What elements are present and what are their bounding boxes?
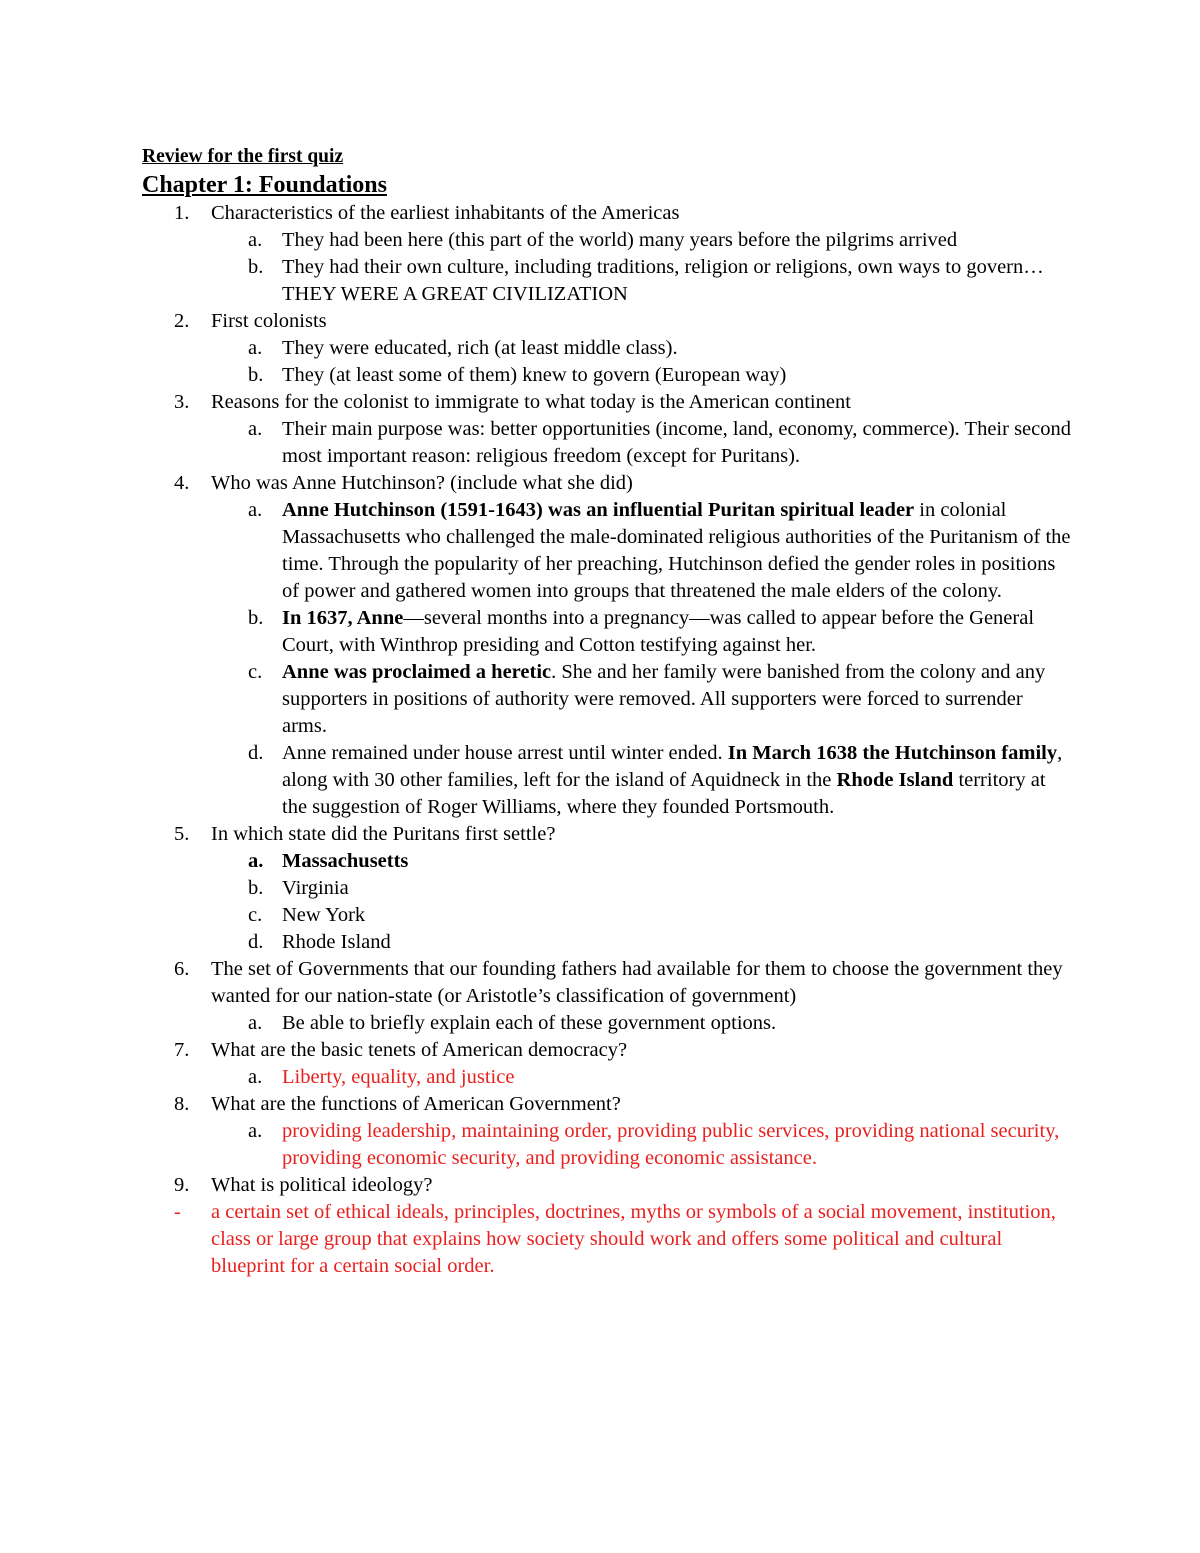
- sub-item-1b: [142, 254, 1072, 308]
- sub-text: Be able to briefly explain each of these government options.: [282, 1012, 777, 1034]
- answer-text: a certain set of ethical ideals, principles, doctrines, myths or symbols of a social movement, institution, class or large group that explains how society should work and offers some political and cultural blueprint for a certain social order.: [211, 1201, 1056, 1277]
- sub-text: —several months into a pregnancy—was called to appear before the General Court, with Winthrop presiding and Cotton testifying against her.: [282, 607, 1035, 656]
- sub-letter: a.: [248, 418, 263, 440]
- item-number: 7.: [174, 1039, 190, 1061]
- item-number: 6.: [174, 958, 190, 980]
- sub-item-4d: [142, 740, 1072, 821]
- item-number: 1.: [174, 202, 190, 224]
- sub-text: Massachusetts: [282, 850, 409, 872]
- sub-item-6a: [142, 1010, 1072, 1037]
- list-item-8: [142, 1091, 1072, 1118]
- sub-letter: a.: [248, 1120, 263, 1142]
- sub-letter: b.: [248, 877, 264, 899]
- sub-bold-text: In 1637, Anne: [282, 607, 404, 629]
- sub-text: Virginia: [282, 877, 349, 899]
- sub-letter: a.: [248, 499, 263, 521]
- sub-bold-text: Anne Hutchinson (1591-1643) was an influential Puritan spiritual leader: [282, 499, 915, 521]
- sub-text: They had been here (this part of the world) many years before the pilgrims arrived: [282, 229, 958, 251]
- item-number: 3.: [174, 391, 190, 413]
- answer-9: [142, 1199, 1072, 1280]
- sub-text: They (at least some of them) knew to govern (European way): [282, 364, 787, 386]
- sub-item-4c: [142, 659, 1072, 740]
- sub-text: territory at the suggestion of Roger Williams, where they founded Portsmouth.: [282, 769, 1046, 818]
- answer-text: providing leadership, maintaining order, providing public services, providing national security, providing economic security, and providing economic assistance.: [282, 1120, 1060, 1169]
- sub-bold-text: In March 1638 the Hutchinson family: [727, 742, 1058, 764]
- sub-text: in colonial Massachusetts who challenged the male-dominated religious authorities of the Puritanism of the time. Through the popularity of her preaching, Hutchinson defied the gender roles in positions of power and gathered women into groups that threatened the male elders of the colony.: [282, 499, 1071, 602]
- sub-bold-text: Anne was proclaimed a heretic: [282, 661, 552, 683]
- item-number: 9.: [174, 1174, 190, 1196]
- item-number: 2.: [174, 310, 190, 332]
- sub-item-5b: [142, 875, 1072, 902]
- sub-letter: d.: [248, 931, 264, 953]
- sub-item-5a: [142, 848, 1072, 875]
- sub-letter: c.: [248, 904, 263, 926]
- item-text: In which state did the Puritans first settle?: [211, 823, 556, 845]
- sub-bold-text-2: Rhode Island: [836, 769, 954, 791]
- sub-text: They were educated, rich (at least middle class).: [282, 337, 678, 359]
- sub-item-8a: [142, 1118, 1072, 1172]
- sub-item-2b: [142, 362, 1072, 389]
- sub-letter: b.: [248, 364, 264, 386]
- sub-item-3a: [142, 416, 1072, 470]
- chapter-title: Chapter 1: Foundations: [142, 172, 387, 198]
- sub-item-4a: [142, 497, 1072, 605]
- sub-text: . She and her family were banished from the colony and any supporters in positions of authority were removed. All supporters were forced to surrender arms.: [282, 661, 1046, 737]
- sub-item-2a: [142, 335, 1072, 362]
- item-text: Characteristics of the earliest inhabitants of the Americas: [211, 202, 680, 224]
- item-number: 4.: [174, 472, 190, 494]
- sub-text: They had their own culture, including traditions, religion or religions, own ways to govern…THEY WERE A GREAT CIVILIZATION: [282, 256, 1044, 305]
- sub-letter: b.: [248, 607, 264, 629]
- sub-letter: a.: [248, 229, 263, 251]
- list-item-5: [142, 821, 1072, 848]
- item-number: 8.: [174, 1093, 190, 1115]
- list-item-3: [142, 389, 1072, 416]
- sub-text: Their main purpose was: better opportunities (income, land, economy, commerce). Their second most important reason: religious freedom (except for Puritans).: [282, 418, 1071, 467]
- sub-pre-text: Anne remained under house arrest until winter ended.: [282, 742, 728, 764]
- sub-item-5d: [142, 929, 1072, 956]
- sub-text: Rhode Island: [282, 931, 391, 953]
- dash-bullet: -: [174, 1201, 181, 1223]
- list-item-7: [142, 1037, 1072, 1064]
- answer-text: Liberty, equality, and justice: [282, 1066, 515, 1088]
- item-text: What are the basic tenets of American democracy?: [211, 1039, 628, 1061]
- sub-letter: c.: [248, 661, 263, 683]
- list-item-4: [142, 470, 1072, 497]
- sub-letter: a.: [248, 1066, 263, 1088]
- sub-item-4b: [142, 605, 1072, 659]
- item-number: 5.: [174, 823, 190, 845]
- review-title: Review for the first quiz: [142, 146, 344, 167]
- sub-letter: b.: [248, 256, 264, 278]
- list-item-6: [142, 956, 1072, 1010]
- list-item-2: [142, 308, 1072, 335]
- sub-item-7a: [142, 1064, 1072, 1091]
- list-item-9: [142, 1172, 1072, 1199]
- item-text: The set of Governments that our founding fathers had available for them to choose the government they wanted for our nation-state (or Aristotle’s classification of government): [211, 958, 1063, 1007]
- sub-letter: d.: [248, 742, 264, 764]
- item-text: First colonists: [211, 310, 327, 332]
- list-item-1: [142, 200, 1072, 227]
- item-text: What are the functions of American Government?: [211, 1093, 621, 1115]
- sub-mid-text: , along with 30 other families, left for the island of Aquidneck in the: [282, 742, 1063, 791]
- sub-letter: a.: [248, 337, 263, 359]
- document-page: [142, 144, 1072, 1280]
- item-text: Reasons for the colonist to immigrate to what today is the American continent: [211, 391, 851, 413]
- item-text: What is political ideology?: [211, 1174, 433, 1196]
- sub-item-1a: [142, 227, 1072, 254]
- sub-letter: a.: [248, 1012, 263, 1034]
- sub-text: New York: [282, 904, 366, 926]
- sub-item-5c: [142, 902, 1072, 929]
- sub-letter: a.: [248, 850, 264, 872]
- item-text: Who was Anne Hutchinson? (include what she did): [211, 472, 633, 494]
